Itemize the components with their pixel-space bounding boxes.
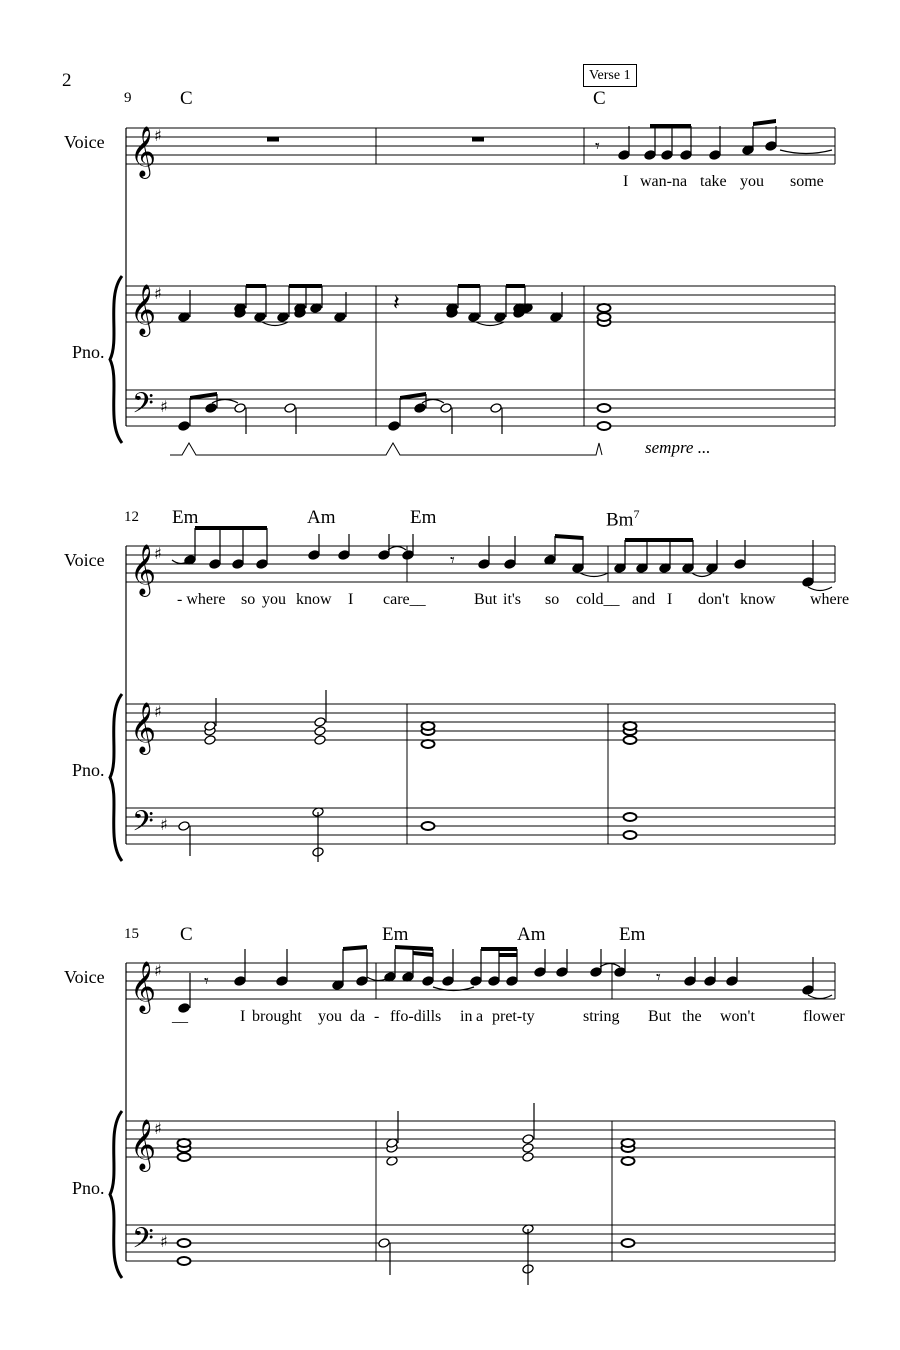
note-head (534, 967, 546, 978)
key-signature-sharp-icon: ♯ (154, 702, 162, 721)
whole-note (622, 1157, 635, 1165)
note-head (308, 550, 320, 561)
note-head (378, 550, 390, 561)
note-head (276, 976, 288, 987)
note-head (234, 403, 246, 414)
treble-clef-icon: 𝄞 (130, 544, 157, 595)
key-signature-sharp-icon: ♯ (154, 126, 162, 145)
chord-symbol: Am (307, 507, 336, 528)
lyric-syllable: so (241, 591, 256, 608)
note-head (644, 150, 656, 161)
note-head (734, 559, 746, 570)
whole-note (624, 831, 637, 839)
key-signature-sharp-icon: ♯ (160, 397, 168, 416)
lyric-syllable: __ (172, 1008, 188, 1025)
chord-symbol: C (180, 924, 193, 945)
whole-rest (267, 137, 279, 142)
lyric-syllable: you (262, 591, 286, 608)
treble-clef-icon: 𝄞 (130, 126, 157, 177)
note-head (704, 976, 716, 987)
lyric-syllable: I (623, 173, 629, 190)
beam (499, 953, 517, 957)
note-head (488, 976, 500, 987)
whole-note (622, 1239, 635, 1247)
lyric-syllable: you (740, 173, 764, 190)
note-head (402, 550, 414, 561)
beam (650, 124, 691, 128)
lyric-syllable: it's (503, 591, 521, 608)
note-head (414, 403, 426, 414)
key-signature-sharp-icon: ♯ (154, 1119, 162, 1138)
lyric-syllable: But (648, 1008, 672, 1025)
note-head (178, 821, 190, 832)
lyric-syllable: know (296, 591, 332, 608)
whole-note (598, 304, 611, 312)
chord-symbol: Em (172, 507, 199, 528)
lyric-syllable: the (682, 1008, 702, 1025)
whole-note (622, 1139, 635, 1147)
whole-note (422, 722, 435, 730)
chord-symbol: Am (517, 924, 546, 945)
piano-brace (110, 276, 122, 443)
pedal-marking-text: sempre ... (645, 438, 711, 457)
lyric-syllable: I (348, 591, 354, 608)
piano-brace (110, 1111, 122, 1278)
beam (343, 945, 367, 951)
note-head (256, 559, 268, 570)
lyric-syllable: in (460, 1008, 473, 1025)
key-signature-sharp-icon: ♯ (160, 815, 168, 834)
note-head (802, 985, 814, 996)
staff-name-piano: Pno. (72, 1178, 105, 1198)
chord-symbol: Em (382, 924, 409, 945)
tie (808, 587, 832, 591)
measure-number-15: 15 (124, 926, 139, 942)
note-head (440, 403, 452, 414)
lyric-syllable: don't (698, 591, 730, 608)
note-head (314, 735, 326, 746)
chord-symbol: C (593, 88, 606, 109)
staff-name-voice: Voice (64, 967, 105, 987)
measure-number-12: 12 (124, 509, 139, 525)
note-head (314, 726, 326, 737)
key-signature-sharp-icon: ♯ (154, 961, 162, 980)
note-head (205, 403, 217, 414)
note-head (522, 1134, 534, 1145)
tie (808, 995, 832, 999)
bass-clef-icon: 𝄢 (132, 1222, 154, 1262)
note-head (338, 550, 350, 561)
note-head (422, 976, 434, 987)
note-head (684, 976, 696, 987)
note-head (356, 976, 368, 987)
eighth-rest: 𝄾 (595, 136, 600, 157)
note-head (442, 976, 454, 987)
staff-name-voice: Voice (64, 132, 105, 152)
lyric-syllable: da (350, 1008, 366, 1025)
lyric-syllable: won't (720, 1008, 755, 1025)
whole-note (624, 736, 637, 744)
chord-symbol: C (180, 88, 193, 109)
note-head (314, 717, 326, 728)
whole-note (598, 422, 611, 430)
beam (753, 119, 776, 126)
tie (600, 964, 620, 968)
lyric-syllable: But (474, 591, 498, 608)
note-head (504, 559, 516, 570)
lyric-syllable: brought (252, 1008, 302, 1025)
beam (506, 284, 525, 288)
whole-note (598, 313, 611, 321)
chord-symbol: Em (410, 507, 437, 528)
whole-note (422, 822, 435, 830)
whole-note (178, 1139, 191, 1147)
bass-clef-icon: 𝄢 (132, 387, 154, 427)
bass-clef-icon: 𝄢 (132, 805, 154, 845)
lyric-syllable: some (790, 173, 824, 190)
whole-note (178, 1257, 191, 1265)
note-head (556, 967, 568, 978)
eighth-rest: 𝄾 (204, 971, 209, 992)
staff-name-piano: Pno. (72, 342, 105, 362)
lyric-syllable: a (476, 1008, 484, 1025)
chord-symbol: Em (619, 924, 646, 945)
note-head (506, 976, 518, 987)
tie (692, 573, 712, 577)
whole-note (598, 404, 611, 412)
lyric-syllable: ffo-dills (390, 1008, 442, 1025)
eighth-rest: 𝄾 (656, 967, 661, 988)
tie (780, 150, 832, 154)
measure-number-9: 9 (124, 90, 132, 106)
tie (580, 573, 608, 577)
piano-brace (110, 694, 122, 861)
note-head (618, 150, 630, 161)
lyric-syllable: pret-ty (492, 1008, 535, 1025)
note-head (470, 976, 482, 987)
rehearsal-mark-verse-1: Verse 1 (583, 64, 637, 87)
note-head (614, 967, 626, 978)
note-head (709, 150, 721, 161)
note-head (204, 735, 216, 746)
note-head (590, 967, 602, 978)
treble-clef-icon: 𝄞 (130, 961, 157, 1012)
note-head (522, 1143, 534, 1154)
treble-clef-icon: 𝄞 (130, 284, 157, 335)
tie (476, 322, 504, 326)
note-head (234, 976, 246, 987)
eighth-rest: 𝄾 (450, 550, 455, 571)
treble-clef-icon: 𝄞 (130, 1119, 157, 1170)
note-head (726, 976, 738, 987)
lyric-syllable: you (318, 1008, 342, 1025)
note-head (490, 403, 502, 414)
lyric-syllable: so (545, 591, 560, 608)
staff-name-voice: Voice (64, 550, 105, 570)
lyric-syllable: know (740, 591, 776, 608)
note-head (178, 421, 190, 432)
whole-note (178, 1153, 191, 1161)
lyric-syllable: - where (177, 591, 226, 608)
key-signature-sharp-icon: ♯ (160, 1232, 168, 1251)
lyric-syllable: - (374, 1008, 380, 1025)
note-head (765, 141, 777, 152)
lyric-syllable: where (810, 591, 850, 608)
staff-name-piano: Pno. (72, 760, 105, 780)
whole-note (624, 722, 637, 730)
lyric-syllable: cold__ (576, 591, 620, 608)
lyric-syllable: wan-na (640, 173, 688, 190)
note-head (209, 559, 221, 570)
tie (212, 400, 238, 404)
beam (555, 534, 583, 540)
note-head (680, 150, 692, 161)
note-head (661, 150, 673, 161)
beam (289, 284, 322, 288)
chord-symbol: Bm$^7$ (606, 507, 640, 531)
tie (388, 547, 406, 551)
treble-clef-icon: 𝄞 (130, 702, 157, 753)
beam (625, 538, 693, 542)
beam (195, 526, 267, 530)
lyric-syllable: care__ (383, 591, 426, 608)
beam (481, 947, 517, 951)
whole-note (624, 813, 637, 821)
lyric-syllable: I (240, 1008, 246, 1025)
beam (413, 951, 433, 957)
tie (262, 322, 288, 326)
key-signature-sharp-icon: ♯ (154, 544, 162, 563)
page-number: 2 (62, 70, 72, 91)
note-head (478, 559, 490, 570)
lyric-syllable: string (583, 1008, 620, 1025)
beam (246, 284, 266, 288)
note-head (522, 1152, 534, 1163)
note-head (388, 421, 400, 432)
note-head (802, 577, 814, 588)
lyric-syllable: I (667, 591, 673, 608)
lyric-syllable: and (632, 591, 656, 608)
note-head (378, 1238, 390, 1249)
key-signature-sharp-icon: ♯ (154, 284, 162, 303)
pedal-line (170, 443, 602, 455)
note-head (232, 559, 244, 570)
note-head (284, 403, 296, 414)
tie (422, 400, 444, 404)
whole-note (422, 740, 435, 748)
lyric-syllable: flower (803, 1008, 845, 1025)
lyric-syllable: take (700, 173, 727, 190)
whole-note (178, 1239, 191, 1247)
whole-rest (472, 137, 484, 142)
beam (458, 284, 480, 288)
quarter-rest: 𝄽 (393, 291, 400, 316)
